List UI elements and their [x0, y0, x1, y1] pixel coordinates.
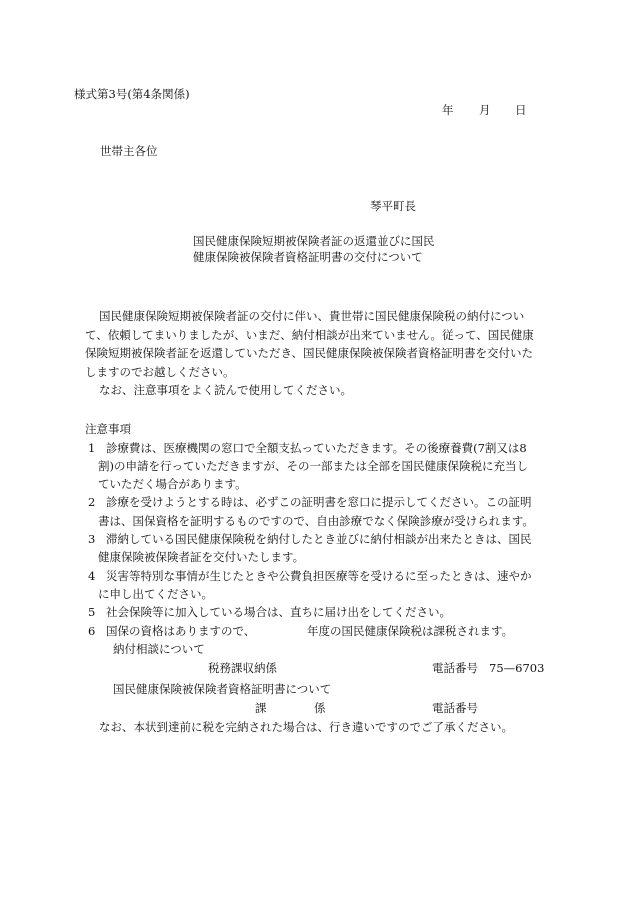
phone-number: 75—6703 [489, 661, 545, 675]
body-line: しますのでお越しください。 [85, 365, 235, 379]
date-month: 月 [479, 103, 491, 117]
note-number: 5 [88, 605, 96, 619]
note-line: 滞納している国民健康保険税を納付したとき並びに納付相談が出来たときは、国民 [106, 532, 532, 546]
phone-label: 電話番号 [432, 701, 478, 715]
contact-dept-ka: 課 [255, 701, 267, 715]
contact-dept: 税務課収納係 [208, 661, 277, 675]
form-label: 様式第3号(第4条関係) [74, 87, 190, 101]
note-line: 割)の申請を行っていただきますが、その一部または全部を国民健康保険税に充当し [98, 459, 528, 473]
note-line: 健康保険被保険者証を交付いたします。 [98, 550, 305, 564]
body-line: 保険短期被保険者証を返還していただき、国民健康保険被保険者資格証明書を交付いた [85, 346, 534, 360]
closing-note: なお、本状到達前に税を完納された場合は、行き違いですのでご了承ください。 [99, 720, 513, 734]
notes-heading: 注意事項 [85, 422, 131, 436]
note-number: 1 [88, 441, 96, 455]
date-day: 日 [515, 103, 527, 117]
phone-label: 電話番号 [432, 661, 478, 675]
note-line: 書は、国保資格を証明するものですので、自由診療でなく保険診療が受けられます。 [98, 514, 534, 528]
contact-label: 国民健康保険被保険者資格証明書について [113, 682, 332, 696]
body-line: 国民健康保険短期被保険者証の交付に伴い、貴世帯に国民健康保険税の納付につい [99, 309, 525, 323]
note-line: ていただく場合があります。 [98, 477, 247, 491]
note-number: 6 [88, 624, 96, 638]
note-line: 災害等特別な事情が生じたときや公費負担医療等を受けるに至ったときは、速やか [106, 569, 532, 583]
note-line: 診療費は、医療機関の窓口で全額支払っていただきます。その後療養費(7割又は8 [106, 441, 527, 455]
date-year: 年 [442, 103, 454, 117]
note-line: 社会保険等に加入している場合は、直ちに届け出をしてください。 [106, 605, 451, 619]
note-number: 3 [88, 532, 96, 546]
title-line-2: 健康保険被保険者資格証明書の交付について [193, 250, 423, 264]
note-line: 年度の国民健康保険税は課税されます。 [307, 624, 514, 638]
sender: 琴平町長 [370, 199, 416, 213]
note-number: 2 [88, 495, 96, 509]
body-line: なお、注意事項をよく読んで使用してください。 [99, 383, 352, 397]
contact-dept-kakari: 係 [314, 701, 326, 715]
note-line: に申し出てください。 [98, 587, 213, 601]
note-line: 診療を受けようとする時は、必ずこの証明書を窓口に提示してください。この証明 [106, 495, 532, 509]
addressee: 世帯主各位 [100, 144, 158, 158]
contact-label: 納付相談について [113, 642, 205, 656]
body-line: て、依頼してまいりましたが、いまだ、納付相談が出来ていません。従って、国民健康 [85, 328, 534, 342]
title-line-1: 国民健康保険短期被保険者証の返還並びに国民 [193, 234, 435, 248]
note-number: 4 [88, 569, 96, 583]
note-line: 国保の資格はありますので、 [106, 624, 256, 638]
